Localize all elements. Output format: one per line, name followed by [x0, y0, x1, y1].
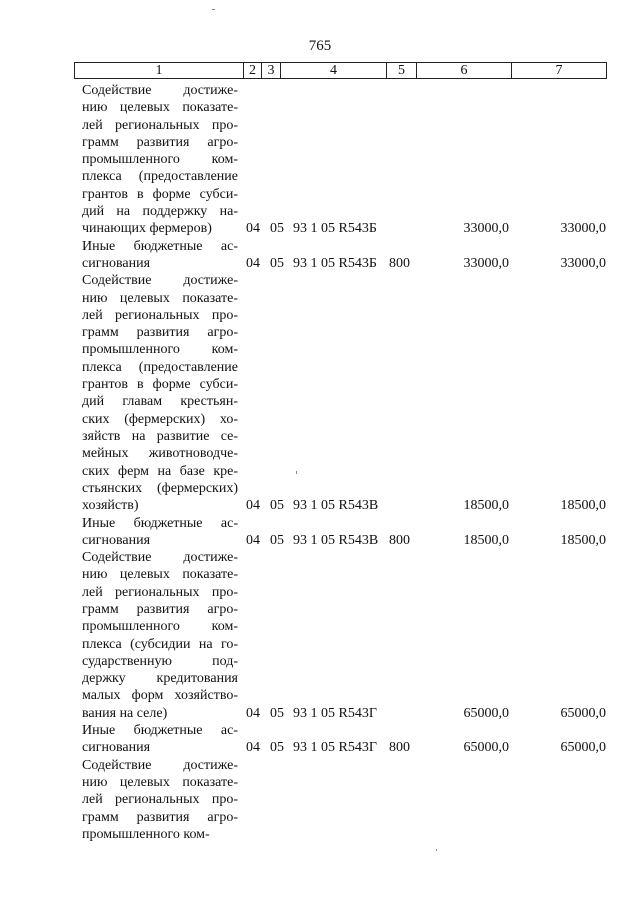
description-line: Иные бюджетные ас- — [82, 515, 238, 531]
row-description — [82, 722, 238, 757]
description-line: сигнования — [82, 740, 151, 756]
description-line: нию целевых показате- — [82, 100, 238, 116]
description-line: нию целевых показате- — [82, 774, 238, 790]
header-col-6: 6 — [417, 63, 512, 78]
page-number: 765 — [308, 38, 332, 54]
razdel-code: 04 — [246, 532, 260, 548]
description-line: мейных животноводче- — [82, 446, 238, 462]
description-line: Содействие достиже- — [82, 273, 238, 289]
amount-col-6: 18500,0 — [463, 532, 509, 548]
description-line: грантов в форме субси- — [82, 186, 238, 202]
description-line: вания на селе) — [82, 705, 168, 721]
scan-speck — [296, 471, 297, 474]
amount-col-6: 65000,0 — [463, 705, 509, 721]
header-col-1: 1 — [75, 63, 244, 78]
razdel-code: 04 — [246, 740, 260, 756]
podrazdel-code: 05 — [270, 255, 284, 271]
target-article-code: 93 1 05 R543В — [293, 532, 379, 548]
target-article-code: 93 1 05 R543Б — [293, 255, 377, 271]
description-line: промышленного ком- — [82, 619, 238, 635]
description-line: плекса (предоставление — [82, 169, 238, 185]
row-description — [82, 272, 238, 514]
description-line: грантов в форме субси- — [82, 377, 238, 393]
row-description — [82, 82, 238, 238]
amount-col-7: 65000,0 — [560, 740, 606, 756]
description-line: грамм развития агро- — [82, 134, 238, 150]
description-line: лей региональных про- — [82, 117, 238, 133]
row-description — [82, 515, 238, 550]
description-line: держку кредитования — [82, 671, 238, 687]
description-line: промышленного ком- — [82, 342, 238, 358]
expense-type-code: 800 — [389, 255, 410, 271]
razdel-code: 04 — [246, 255, 260, 271]
header-col-7: 7 — [555, 63, 563, 78]
table-header — [74, 62, 607, 79]
description-line: сигнования — [82, 532, 151, 548]
row-description — [82, 238, 238, 273]
description-line: Иные бюджетные ас- — [82, 723, 238, 739]
description-line: Содействие достиже- — [82, 83, 238, 98]
header-col-4: 4 — [281, 63, 387, 78]
amount-col-7: 65000,0 — [560, 705, 606, 721]
razdel-code: 04 — [246, 221, 260, 237]
description-line: плекса (предоставление — [82, 359, 238, 375]
amount-col-6: 33000,0 — [463, 255, 509, 271]
amount-col-7: 18500,0 — [560, 498, 606, 514]
description-line: грамм развития агро- — [82, 601, 238, 617]
description-line: дий главам крестьян- — [82, 394, 238, 410]
podrazdel-code: 05 — [270, 498, 284, 514]
description-line: дий на поддержку на- — [82, 204, 238, 220]
scan-speck — [212, 9, 215, 10]
amount-col-6: 18500,0 — [463, 498, 509, 514]
description-line: грамм развития агро- — [82, 325, 238, 341]
target-article-code: 93 1 05 R543Б — [293, 221, 377, 237]
expense-type-code: 800 — [389, 740, 410, 756]
podrazdel-code: 05 — [270, 740, 284, 756]
description-line: лей региональных про- — [82, 792, 238, 808]
description-line: грамм развития агро- — [82, 809, 238, 825]
podrazdel-code: 05 — [270, 705, 284, 721]
description-line: Иные бюджетные ас- — [82, 238, 238, 254]
expense-type-code: 800 — [389, 532, 410, 548]
podrazdel-code: 05 — [270, 532, 284, 548]
target-article-code: 93 1 05 R543Г — [293, 705, 377, 721]
header-col-2: 2 — [244, 63, 262, 78]
amount-col-7: 18500,0 — [560, 532, 606, 548]
description-line: лей региональных про- — [82, 584, 238, 600]
amount-col-6: 65000,0 — [463, 740, 509, 756]
header-col-3: 3 — [262, 63, 281, 78]
description-line: сигнования — [82, 255, 151, 271]
target-article-code: 93 1 05 R543Г — [293, 740, 377, 756]
razdel-code: 04 — [246, 705, 260, 721]
description-line: нию целевых показате- — [82, 567, 238, 583]
description-line: ских (фермерских) хо- — [82, 411, 238, 427]
description-line: зяйств на развитие се- — [82, 428, 238, 444]
amount-col-7: 33000,0 — [560, 255, 606, 271]
description-line: ских ферм на базе кре- — [82, 463, 238, 479]
description-line: промышленного ком- — [82, 152, 238, 168]
description-line: промышленного ком- — [82, 826, 210, 842]
description-line: Содействие достиже- — [82, 550, 238, 566]
scan-speck — [436, 849, 437, 851]
razdel-code: 04 — [246, 498, 260, 514]
description-line: стьянских (фермерских) — [82, 480, 238, 496]
description-line: лей региональных про- — [82, 307, 238, 323]
row-description — [82, 549, 238, 722]
description-line: нию целевых показате- — [82, 290, 238, 306]
amount-col-7: 33000,0 — [560, 221, 606, 237]
description-line: малых форм хозяйство- — [82, 688, 238, 704]
description-line: чинающих фермеров) — [82, 221, 212, 237]
target-article-code: 93 1 05 R543В — [293, 498, 379, 514]
description-line: Содействие достиже- — [82, 757, 238, 773]
description-line: сударственную под- — [82, 653, 238, 669]
header-col-5: 5 — [387, 63, 417, 78]
podrazdel-code: 05 — [270, 221, 284, 237]
description-line: плекса (субсидии на го- — [82, 636, 238, 652]
row-description — [82, 757, 238, 843]
description-line: хозяйств) — [82, 498, 139, 514]
amount-col-6: 33000,0 — [463, 221, 509, 237]
